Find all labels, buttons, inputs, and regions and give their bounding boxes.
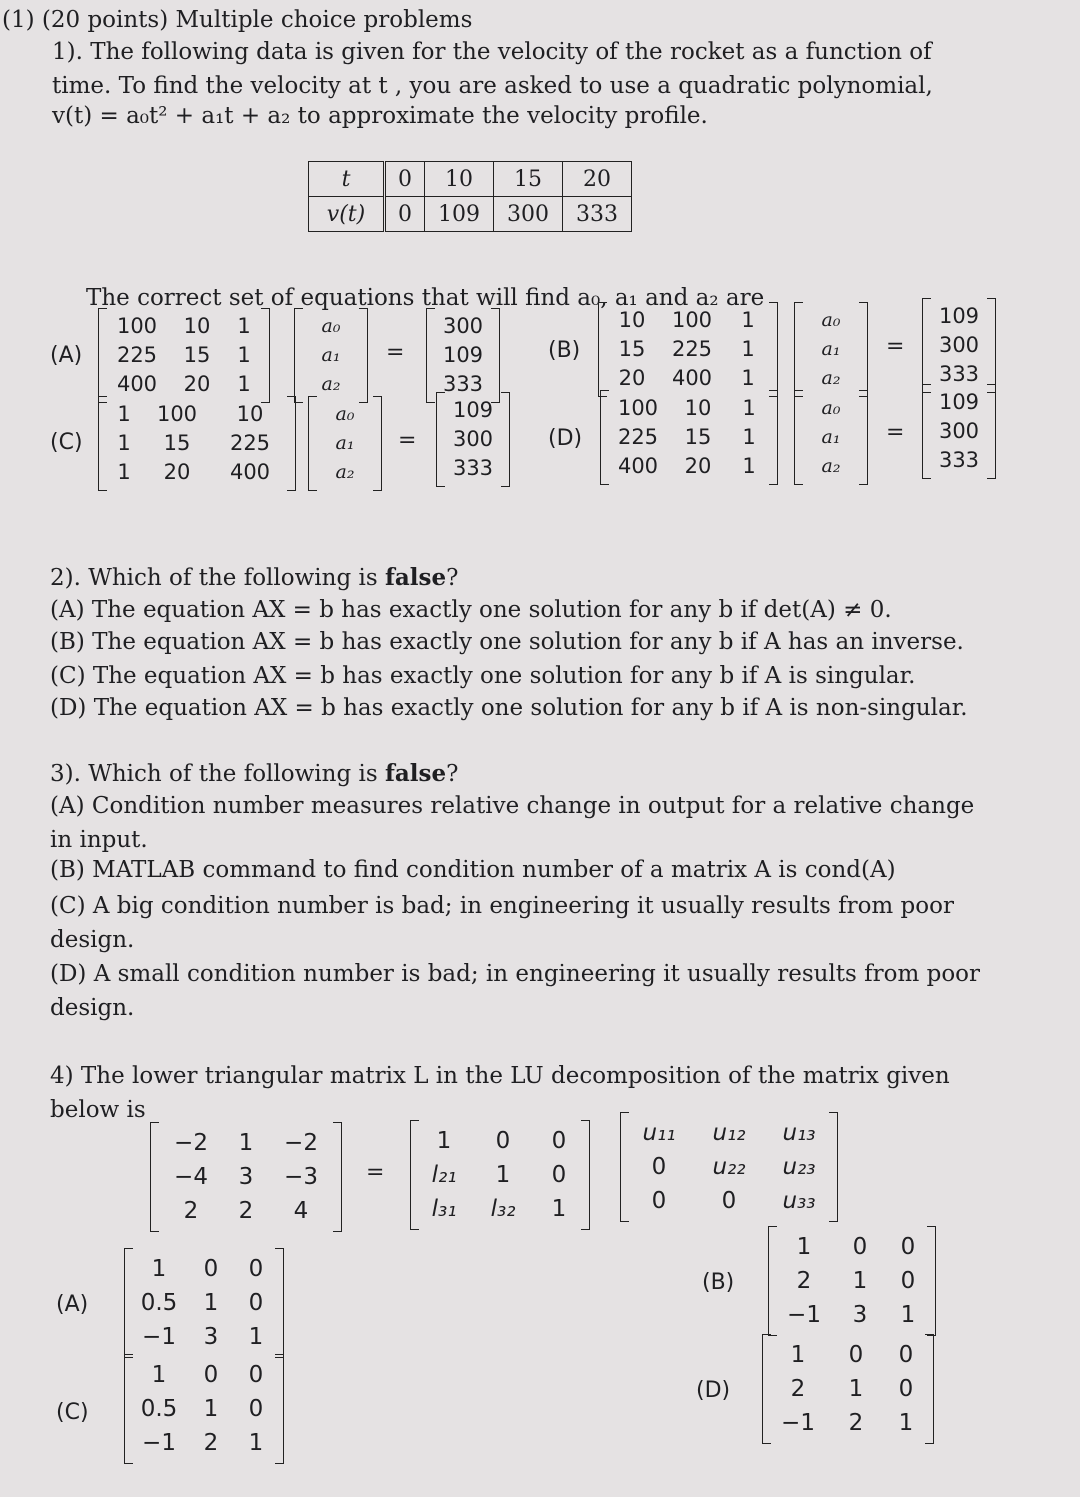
matrix-entry: 3 bbox=[238, 1164, 254, 1190]
table-cell: 0 bbox=[385, 162, 425, 197]
q3-option-c-cont: design. bbox=[50, 927, 135, 953]
matrix-entry: 1 bbox=[203, 1396, 219, 1422]
q4-option-b-matrix bbox=[774, 1230, 930, 1332]
matrix-entry: 20 bbox=[183, 372, 211, 396]
matrix-entry: 1 bbox=[551, 1196, 567, 1222]
table-cell: 300 bbox=[494, 197, 563, 232]
matrix-entry: 1 bbox=[742, 396, 756, 420]
matrix-entry: a₀ bbox=[821, 397, 841, 419]
q3-option-b: (B) MATLAB command to find condition number of a matrix A is cond(A) bbox=[50, 857, 896, 883]
matrix-entry: 0 bbox=[248, 1256, 264, 1282]
matrix-entry: 109 bbox=[452, 398, 494, 422]
matrix-entry: 300 bbox=[452, 427, 494, 451]
matrix-entry: 109 bbox=[938, 304, 980, 328]
matrix-entry: 1 bbox=[741, 337, 755, 361]
matrix-entry: l₃₂ bbox=[490, 1196, 516, 1222]
matrix-entry: u₂₃ bbox=[782, 1154, 816, 1180]
matrix-entry: 1 bbox=[248, 1430, 264, 1456]
section-header: (1) (20 points) Multiple choice problems bbox=[2, 7, 473, 33]
matrix-entry: a₂ bbox=[321, 373, 341, 395]
matrix-entry: 1 bbox=[237, 343, 251, 367]
matrix-entry: a₀ bbox=[321, 315, 341, 337]
q1-option-c-matrix bbox=[104, 400, 290, 487]
matrix-entry: 0 bbox=[651, 1188, 667, 1214]
matrix-entry: 2 bbox=[238, 1198, 254, 1224]
table-header-v: v(t) bbox=[309, 197, 385, 232]
table-row bbox=[309, 197, 632, 232]
q4-option-c-matrix bbox=[130, 1358, 278, 1460]
matrix-entry: l₂₁ bbox=[431, 1162, 457, 1188]
matrix-entry: 0 bbox=[495, 1128, 511, 1154]
q3-option-a: (A) Condition number measures relative change in output for a relative change bbox=[50, 793, 975, 819]
matrix-entry: 109 bbox=[442, 343, 484, 367]
matrix-entry: 1 bbox=[151, 1256, 167, 1282]
matrix-entry: 400 bbox=[617, 454, 659, 478]
matrix-entry: 400 bbox=[229, 460, 271, 484]
matrix-entry: a₁ bbox=[821, 338, 841, 360]
matrix-entry: 0 bbox=[248, 1290, 264, 1316]
matrix-entry: 0 bbox=[898, 1342, 914, 1368]
matrix-entry: −4 bbox=[174, 1164, 208, 1190]
q4-matrix-a bbox=[156, 1126, 336, 1228]
matrix-entry: 100 bbox=[156, 402, 198, 426]
matrix-entry: −3 bbox=[284, 1164, 318, 1190]
matrix-entry: u₃₃ bbox=[782, 1188, 816, 1214]
matrix-entry: u₁₁ bbox=[642, 1120, 676, 1146]
matrix-entry: −1 bbox=[781, 1410, 815, 1436]
equals-sign: = bbox=[886, 420, 905, 445]
matrix-entry: 1 bbox=[852, 1268, 868, 1294]
matrix-entry: l₃₁ bbox=[431, 1196, 457, 1222]
q1-option-c-rhs bbox=[442, 396, 504, 483]
matrix-entry: 1 bbox=[117, 402, 131, 426]
matrix-entry: 15 bbox=[183, 343, 211, 367]
matrix-entry: 2 bbox=[790, 1376, 806, 1402]
matrix-entry: 10 bbox=[183, 314, 211, 338]
matrix-entry: 225 bbox=[229, 431, 271, 455]
q1-option-c-label: (C) bbox=[50, 430, 83, 455]
text-span: ? bbox=[446, 761, 459, 787]
matrix-entry: −1 bbox=[787, 1302, 821, 1328]
matrix-entry: 1 bbox=[436, 1128, 452, 1154]
q4-line-1: 4) The lower triangular matrix L in the LU decomposition of the matrix given bbox=[50, 1063, 950, 1089]
matrix-entry: a₁ bbox=[335, 432, 355, 454]
matrix-entry: a₀ bbox=[335, 403, 355, 425]
matrix-entry: 10 bbox=[618, 308, 646, 332]
matrix-entry: 0.5 bbox=[140, 1290, 178, 1316]
matrix-entry: 1 bbox=[203, 1290, 219, 1316]
matrix-entry: a₁ bbox=[821, 426, 841, 448]
matrix-entry: 1 bbox=[742, 454, 756, 478]
q1-line-3: v(t) = a₀t² + a₁t + a₂ to approximate the velocity profile. bbox=[52, 103, 708, 129]
matrix-entry: 15 bbox=[684, 425, 712, 449]
matrix-entry: 0.5 bbox=[140, 1396, 178, 1422]
matrix-entry: 300 bbox=[938, 333, 980, 357]
q1-option-b-label: (B) bbox=[548, 338, 581, 363]
q1-option-d-label: (D) bbox=[548, 426, 583, 451]
matrix-entry: 300 bbox=[442, 314, 484, 338]
matrix-entry: 225 bbox=[671, 337, 713, 361]
matrix-entry: 1 bbox=[742, 425, 756, 449]
matrix-entry: 1 bbox=[151, 1362, 167, 1388]
table-cell: 15 bbox=[494, 162, 563, 197]
matrix-entry: 2 bbox=[848, 1410, 864, 1436]
matrix-entry: 0 bbox=[721, 1188, 737, 1214]
matrix-entry: 20 bbox=[684, 454, 712, 478]
q3-title bbox=[50, 758, 458, 790]
q4-line-2: below is bbox=[50, 1097, 146, 1123]
matrix-entry: 0 bbox=[898, 1376, 914, 1402]
matrix-entry: 0 bbox=[900, 1268, 916, 1294]
matrix-entry: 0 bbox=[900, 1234, 916, 1260]
equals-sign: = bbox=[366, 1160, 385, 1185]
q3-option-a-cont: in input. bbox=[50, 827, 148, 853]
q1-prompt: The correct set of equations that will find a₀, a₁ and a₂ are bbox=[86, 285, 765, 311]
q2-option-a: (A) The equation AX = b has exactly one solution for any b if det(A) ≠ 0. bbox=[50, 597, 892, 623]
q1-option-a-matrix bbox=[104, 312, 264, 399]
matrix-entry: 1 bbox=[790, 1342, 806, 1368]
matrix-entry: 2 bbox=[203, 1430, 219, 1456]
q1-option-b-rhs bbox=[928, 302, 990, 389]
matrix-entry: 1 bbox=[237, 372, 251, 396]
matrix-entry: 1 bbox=[741, 308, 755, 332]
matrix-entry: 20 bbox=[163, 460, 191, 484]
matrix-entry: 1 bbox=[848, 1376, 864, 1402]
matrix-entry: 1 bbox=[495, 1162, 511, 1188]
matrix-entry: 300 bbox=[938, 419, 980, 443]
q4-matrix-u bbox=[626, 1116, 832, 1218]
matrix-entry: a₁ bbox=[321, 344, 341, 366]
matrix-entry: 1 bbox=[741, 366, 755, 390]
q3-option-d: (D) A small condition number is bad; in engineering it usually results from poor bbox=[50, 961, 981, 987]
matrix-entry: 400 bbox=[671, 366, 713, 390]
q1-option-b-matrix bbox=[604, 306, 772, 393]
matrix-entry: 1 bbox=[238, 1130, 254, 1156]
matrix-entry: −1 bbox=[142, 1430, 176, 1456]
q1-option-a-rhs bbox=[432, 312, 494, 399]
matrix-entry: 3 bbox=[852, 1302, 868, 1328]
q4-option-a-label: (A) bbox=[56, 1292, 89, 1317]
matrix-entry: u₂₂ bbox=[712, 1154, 746, 1180]
equals-sign: = bbox=[386, 340, 405, 365]
q1-line-2: time. To find the velocity at t , you are asked to use a quadratic polynomial, bbox=[52, 73, 933, 99]
matrix-entry: 0 bbox=[848, 1342, 864, 1368]
matrix-entry: 1 bbox=[898, 1410, 914, 1436]
table-cell: 20 bbox=[563, 162, 632, 197]
matrix-entry: 333 bbox=[938, 362, 980, 386]
matrix-entry: a₂ bbox=[821, 455, 841, 477]
q4-option-c-label: (C) bbox=[56, 1400, 89, 1425]
matrix-entry: 100 bbox=[671, 308, 713, 332]
q1-option-c-vars bbox=[314, 400, 376, 487]
matrix-entry: 0 bbox=[203, 1362, 219, 1388]
q4-option-b-label: (B) bbox=[702, 1270, 735, 1295]
matrix-entry: a₂ bbox=[335, 461, 355, 483]
q2-option-b: (B) The equation AX = b has exactly one solution for any b if A has an inverse. bbox=[50, 629, 964, 655]
q3-option-c: (C) A big condition number is bad; in engineering it usually results from poor bbox=[50, 893, 954, 919]
velocity-data-table bbox=[308, 161, 632, 232]
matrix-entry: 0 bbox=[852, 1234, 868, 1260]
matrix-entry: a₀ bbox=[821, 309, 841, 331]
equals-sign: = bbox=[398, 428, 417, 453]
text-span: false bbox=[384, 760, 447, 787]
matrix-entry: 1 bbox=[796, 1234, 812, 1260]
q1-option-a-label: (A) bbox=[50, 343, 83, 368]
matrix-entry: 15 bbox=[163, 431, 191, 455]
matrix-entry: 0 bbox=[651, 1154, 667, 1180]
table-header-t: t bbox=[309, 162, 385, 197]
matrix-entry: 4 bbox=[293, 1198, 309, 1224]
q3-option-d-cont: design. bbox=[50, 995, 135, 1021]
matrix-entry: 1 bbox=[237, 314, 251, 338]
q4-option-d-label: (D) bbox=[696, 1378, 731, 1403]
matrix-entry: 100 bbox=[116, 314, 158, 338]
matrix-entry: 2 bbox=[183, 1198, 199, 1224]
matrix-entry: 333 bbox=[938, 448, 980, 472]
matrix-entry: 0 bbox=[551, 1128, 567, 1154]
matrix-entry: −2 bbox=[174, 1130, 208, 1156]
matrix-entry: 225 bbox=[617, 425, 659, 449]
matrix-entry: 100 bbox=[617, 396, 659, 420]
matrix-entry: u₁₃ bbox=[782, 1120, 816, 1146]
matrix-entry: 400 bbox=[116, 372, 158, 396]
q1-option-d-vars bbox=[800, 394, 862, 481]
matrix-entry: 109 bbox=[938, 390, 980, 414]
matrix-entry: −2 bbox=[284, 1130, 318, 1156]
q4-option-d-matrix bbox=[768, 1338, 928, 1440]
matrix-entry: 0 bbox=[551, 1162, 567, 1188]
table-cell: 109 bbox=[425, 197, 494, 232]
q2-option-c: (C) The equation AX = b has exactly one solution for any b if A is singular. bbox=[50, 663, 916, 689]
q4-option-a-matrix bbox=[130, 1252, 278, 1354]
text-span: 3). Which of the following is bbox=[50, 761, 385, 787]
q1-option-d-matrix bbox=[606, 394, 772, 481]
text-span: 2). Which of the following is bbox=[50, 565, 385, 591]
matrix-entry: 1 bbox=[117, 431, 131, 455]
q4-matrix-l bbox=[416, 1124, 584, 1226]
q2-option-d: (D) The equation AX = b has exactly one solution for any b if A is non-singular. bbox=[50, 695, 968, 721]
table-cell: 0 bbox=[385, 197, 425, 232]
table-cell: 333 bbox=[563, 197, 632, 232]
matrix-entry: 0 bbox=[203, 1256, 219, 1282]
matrix-entry: 333 bbox=[452, 456, 494, 480]
matrix-entry: 3 bbox=[203, 1324, 219, 1350]
matrix-entry: 225 bbox=[116, 343, 158, 367]
q1-line-1: 1). The following data is given for the velocity of the rocket as a function of bbox=[52, 39, 932, 65]
matrix-entry: a₂ bbox=[821, 367, 841, 389]
matrix-entry: 15 bbox=[618, 337, 646, 361]
q1-option-a-vars bbox=[300, 312, 362, 399]
table-row bbox=[309, 162, 632, 197]
text-span: ? bbox=[446, 565, 459, 591]
matrix-entry: 0 bbox=[248, 1396, 264, 1422]
matrix-entry: 10 bbox=[684, 396, 712, 420]
matrix-entry: 1 bbox=[117, 460, 131, 484]
equals-sign: = bbox=[886, 334, 905, 359]
q2-title bbox=[50, 562, 458, 594]
text-span: false bbox=[384, 564, 447, 591]
matrix-entry: −1 bbox=[142, 1324, 176, 1350]
table-cell: 10 bbox=[425, 162, 494, 197]
matrix-entry: 1 bbox=[900, 1302, 916, 1328]
matrix-entry: 10 bbox=[236, 402, 264, 426]
matrix-entry: 20 bbox=[618, 366, 646, 390]
matrix-entry: 0 bbox=[248, 1362, 264, 1388]
q1-option-b-vars bbox=[800, 306, 862, 393]
matrix-entry: 1 bbox=[248, 1324, 264, 1350]
matrix-entry: 2 bbox=[796, 1268, 812, 1294]
matrix-entry: u₁₂ bbox=[712, 1120, 746, 1146]
matrix-entry: 333 bbox=[442, 372, 484, 396]
q1-option-d-rhs bbox=[928, 388, 990, 475]
